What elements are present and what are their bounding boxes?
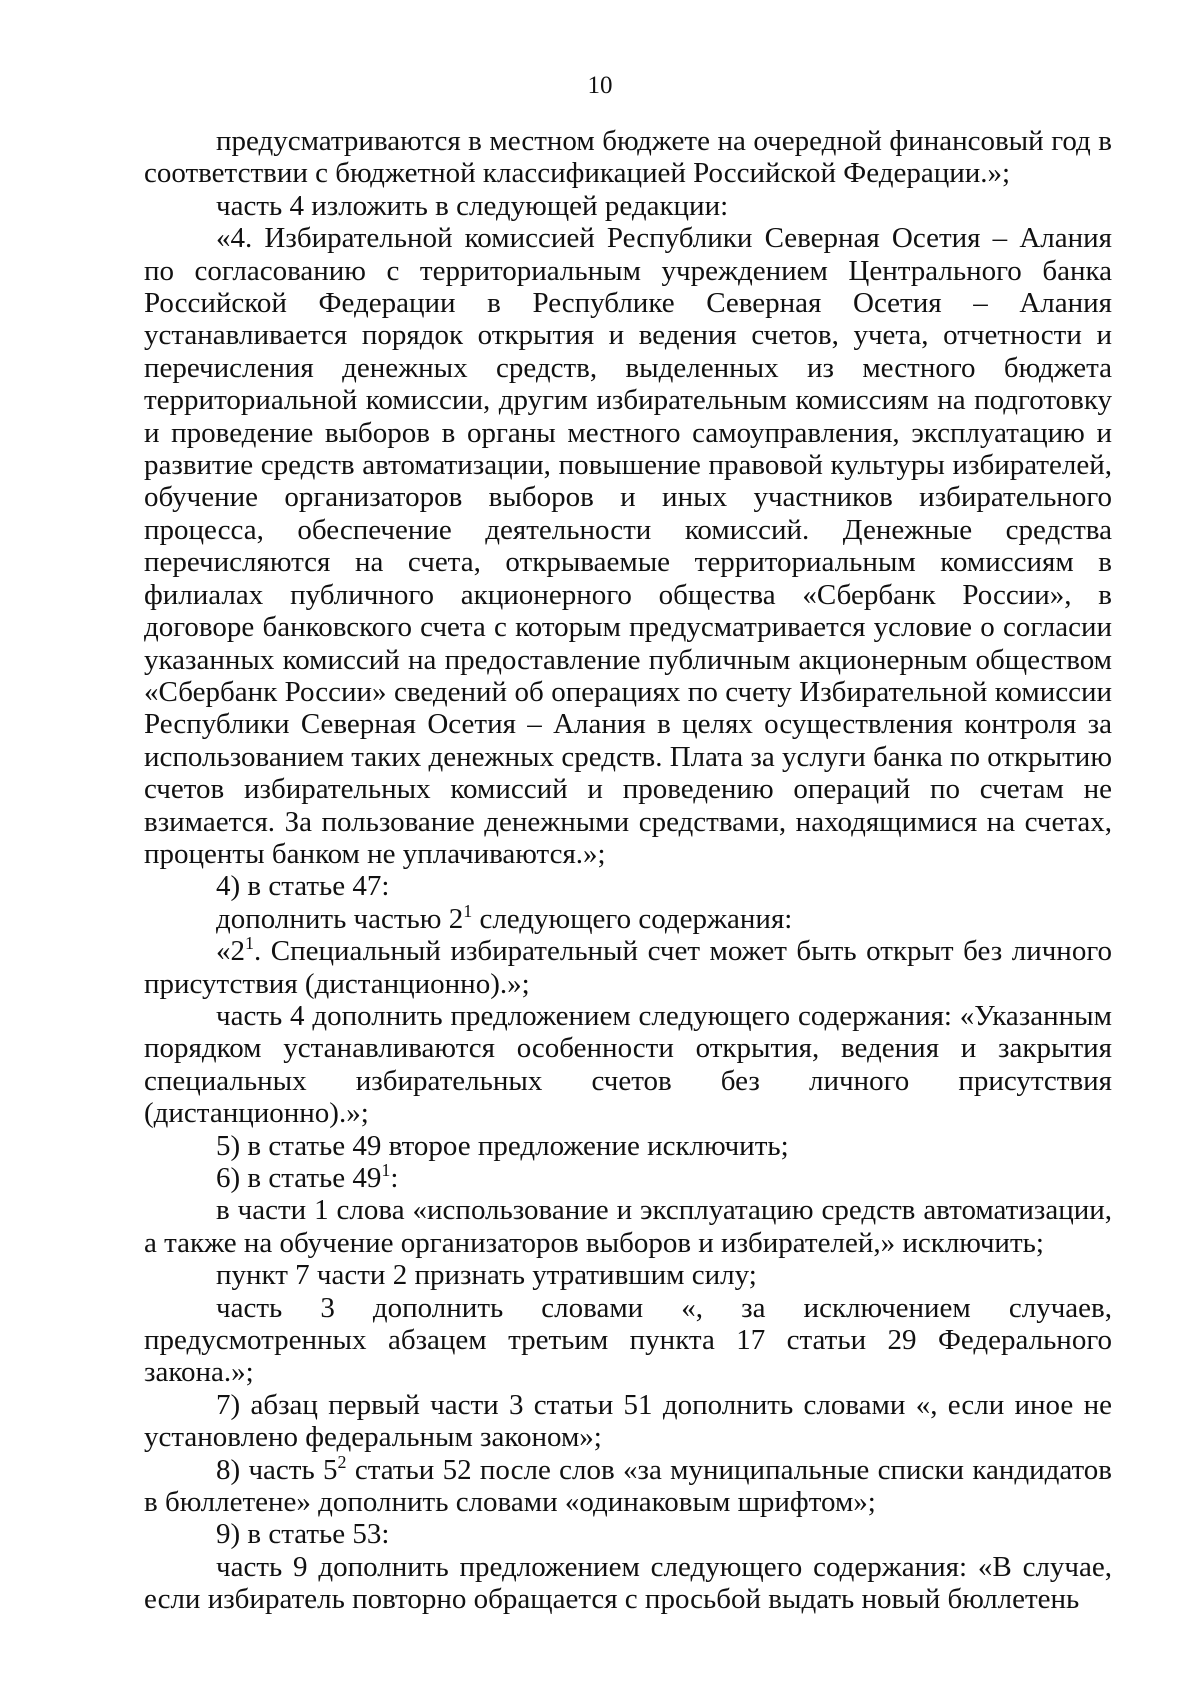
paragraph bbox=[144, 935, 1112, 1000]
document-body bbox=[144, 125, 1112, 1616]
paragraph: 7) абзац первый части 3 статьи 51 дополнить словами «, если иное не установлено федеральным законом»; bbox=[144, 1388, 1112, 1454]
paragraph: 9) в статье 53: bbox=[216, 1518, 390, 1551]
superscript: 1 bbox=[381, 1160, 391, 1180]
paragraph-text: : bbox=[390, 1162, 399, 1194]
paragraph: часть 9 дополнить предложением следующего содержания: «В случае, если избиратель повторно обращается с просьбой выдать новый бюллетень bbox=[144, 1550, 1112, 1616]
paragraph: часть 4 дополнить предложением следующего содержания: «Указанным порядком устанавливаются особенности открытия, ведения и закрытия специальных избирательных счетов без личного присутствия (дистанционно).»; bbox=[144, 999, 1112, 1130]
paragraph-text: 8) часть 5 bbox=[216, 1453, 338, 1486]
paragraph bbox=[144, 1451, 1112, 1519]
superscript: 1 bbox=[245, 933, 254, 954]
paragraph-text: статьи 52 после слов «за муниципальные списки кандидатов в бюллетене» дополнить словами «одинаковым шрифтом»; bbox=[144, 1453, 1112, 1519]
paragraph: в части 1 слова «использование и эксплуатацию средств автоматизации, а также на обучение организаторов выборов и избирателей,» исключить; bbox=[144, 1194, 1112, 1259]
paragraph: «4. Избирательной комиссией Республики Северная Осетия – Алания по согласованию с территориальным учреждением Центрального банка Российской Федерации в Республике Северная Осетия – Алания устанавливается порядок открытия и ведения счетов, учета, отчетности и перечисления денежных средств, выделенных из местного бюджета территориальной комиссии, другим избирательным комиссиям на подготовку и проведение выборов в органы местного самоуправления, эксплуатацию и развитие средств автоматизации, повышение правовой культуры избирателей, обучение организаторов выборов и иных участников избирательного процесса, обеспечение деятельности комиссий. Денежные средства перечисляются на счета, открываемые территориальным комиссиям в филиалах публичного акционерного общества «Сбербанк России», в договоре банковского счета с которым предусматривается условие о согласии указанных комиссий на предоставление публичным акционерным обществом «Сбербанк России» сведений об операциях по счету Избирательной комиссии Республики Северная Осетия – Алания в целях осуществления контроля за использованием таких денежных средств. Плата за услуги банка по открытию счетов избирательных комиссий и проведению операций по счетам не взимается. За пользование денежными средствами, находящимися на счетах, проценты банком не уплачиваются.»; bbox=[144, 222, 1112, 870]
paragraph: предусматриваются в местном бюджете на очередной финансовый год в соответствии с бюджетной классификацией Российской Федерации.»; bbox=[144, 125, 1112, 190]
paragraph-text: «2 bbox=[216, 935, 245, 968]
paragraph: 5) в статье 49 второе предложение исключить; bbox=[216, 1129, 789, 1162]
paragraph: часть 4 изложить в следующей редакции: bbox=[216, 189, 729, 222]
paragraph-text: дополнить частью 2 bbox=[216, 902, 464, 935]
page-number: 10 bbox=[587, 72, 613, 99]
paragraph-text: . Специальный избирательный счет может быть открыт без личного присутствия (дистанционно).»; bbox=[144, 935, 1112, 1000]
paragraph: 4) в статье 47: bbox=[216, 870, 390, 903]
superscript: 2 bbox=[337, 1451, 347, 1472]
paragraph bbox=[144, 1162, 1112, 1194]
paragraph bbox=[144, 900, 1112, 935]
paragraph-text: следующего содержания: bbox=[472, 902, 793, 935]
paragraph-text: 6) в статье 49 bbox=[216, 1162, 382, 1194]
paragraph: пункт 7 части 2 признать утратившим силу; bbox=[216, 1259, 757, 1292]
superscript: 1 bbox=[463, 900, 473, 921]
paragraph: часть 3 дополнить словами «, за исключением случаев, предусмотренных абзацем третьим пункта 17 статьи 29 Федерального закона.»; bbox=[144, 1291, 1112, 1389]
